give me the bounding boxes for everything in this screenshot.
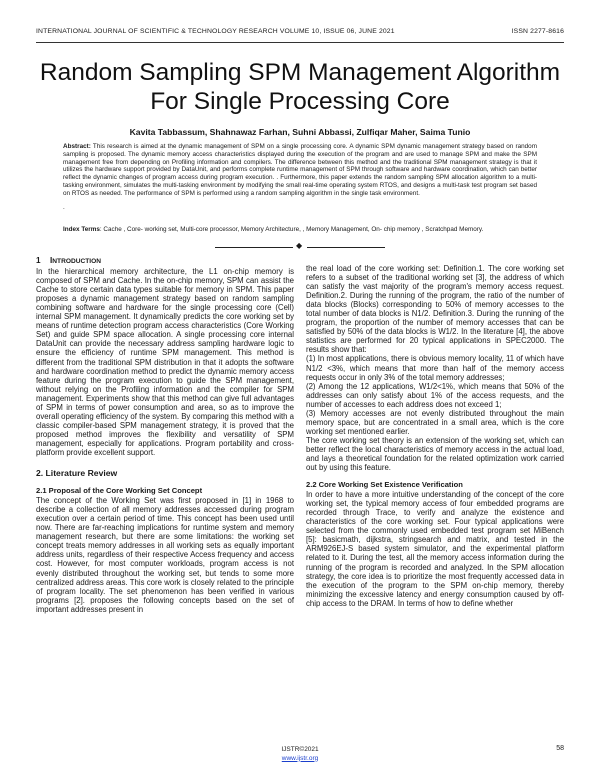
author-list: Kavita Tabbassum, Shahnawaz Farhan, Suhni Abbassi, Zulfiqar Maher, Saima Tunio — [129, 127, 471, 137]
separator-line-left — [215, 247, 293, 248]
heading-2-1: 2.1 Proposal of the Core Working Set Concept — [36, 486, 203, 496]
index-terms — [63, 226, 537, 234]
title-line-1: Random Sampling SPM Management Algorithm — [39, 59, 561, 86]
abstract — [63, 143, 537, 211]
section-heading-rest: NTRODUCTION — [52, 258, 101, 265]
right-paragraph-1: the real load of the core working set: Definition.1. The core working set refers to a subset of the traditional working set [3], the address of which can satisfy the vast majority of the program's memory access request. Definition.2. During the running of the program, the ratio of the number of data blocks (Blocks) corresponding to 50% of memory accesses to the total number of data blocks is N1/2. Definition.3. During the running of the program, the proportion of the number of memory accesses that can be satisfied by 50% of the data blocks is W1/2. In the literature [4], the above statistics are performed for 20 typical applications in SPEC2000. The results show that: — [306, 264, 564, 355]
paper-title — [20, 58, 580, 116]
index-terms-text: : Cache , Core- working set, Multi-core processor, Memory Architecture, , Memory Management, On- chip memory , Scratchpad Memory. — [99, 226, 484, 233]
index-terms-label: Index Terms — [63, 226, 100, 233]
page-footer — [0, 746, 600, 763]
diamond-icon: ◆ — [296, 241, 303, 250]
section-number: 1 — [36, 256, 41, 265]
right-column — [306, 264, 564, 608]
heading-introduction — [36, 256, 294, 266]
footer-code: IJSTR©2021 — [281, 746, 319, 753]
abstract-text: This research is aimed at the dynamic management of SPM on a single processing core. A dynamic SPM dynamic management strategy based on random sampling is proposed. The dynamic memory access characteristics displayed during the execution of the program and are used to manage SPM and make the SPM management free from depending on Profiling information and compilers. The difference between this method and the traditional SPM management strategy is that it utilizes the hardware support provided by DataUnit, and performs complete runtime management of SPM through software and hardware coordination, which can better reflect the dynamic changes of program access during program execution. . Furthermore, this paper extends the random sampling SPM allocation algorithm to a multi-tasking environment, simulates the multi-tasking environment by modifying the small real-time operating system RTOS, and designs a multi-task test program set based on RTOS as needed. The performance of SPM is performed using a random sampling algorithm in the single task environment. — [63, 143, 537, 197]
left-column — [36, 256, 294, 614]
header-rule — [36, 42, 564, 43]
section-initial: I — [50, 256, 53, 265]
heading-literature-review: 2. Literature Review — [36, 468, 118, 479]
separator-line-right — [307, 247, 385, 248]
intro-paragraph: In the hierarchical memory architecture, the L1 on-chip memory is composed of SPM and Cache. In the on-chip memory, SPM can assist the Cache to store certain data types suitable for memory in SPM. This paper proposes a dynamic management strategy based on random sampling combining software and hardware for the single processing core (Cell) internal SPM management. It dynamically predicts the core working set by means of runtime detection program access characteristics (Core Working Set) and guide SPM space allocation. A single processing core internal DataUnit can provide the necessary address sampling hardware logic to ensure the efficiency of runtime SPM management. This method is different from the traditional SPM distribution in that it adopts the software and hardware coordination method to predict the dynamic memory access feature during the program execution to guide the SPM management, without relying on the Profiling information and the compiler for SPM management. Experiments show that this method can give full advantages of SPM in terms of power consumption and area, so as to improve the overall operating efficiency of the system. By comparing this method with a classic compiler-based SPM management strategy, it is proved that the proposed method improves the flexibility and versatility of SPM management, especially for applications. Program portability and cross-platform provide excellent support. — [36, 267, 294, 457]
page-number: 58 — [556, 745, 564, 752]
footer-website-link[interactable]: www.ijstr.org — [281, 754, 319, 762]
issn: ISSN 2277-8616 — [511, 28, 564, 35]
heading-2-2: 2.2 Core Working Set Existence Verification — [306, 480, 463, 490]
section-separator — [215, 243, 385, 251]
running-header — [36, 28, 564, 40]
right-paragraph-3: (2) Among the 12 applications, W1/2<1%, which means that 50% of the addresses can only satisfy about 1% of the access requests, and the number of accesses to each address does not exceed 1; — [306, 381, 564, 409]
right-paragraph-4: (3) Memory accesses are not evenly distributed throughout the main memory space, but are concentrated in a small area, which is the core working set mentioned earlier. — [306, 408, 564, 436]
journal-name: INTERNATIONAL JOURNAL OF SCIENTIFIC & TECHNOLOGY RESEARCH VOLUME 10, ISSUE 06, JUNE 2021 — [36, 28, 395, 35]
abstract-dot: . — [63, 203, 65, 211]
section-2-1-paragraph: The concept of the Working Set was first proposed in [1] in 1968 to describe a collection of all memory addresses accessed during program execution over a certain period of time. This concept has been used until now. There are far-reaching implications for runtime system and memory management research, but there are some limitations: the working set concept treats memory addresses in all working sets as equally important address units, regardless of their respective Access frequency and access cost. However, for most computer workloads, program access is not evenly distributed throughout the working set, but tends to some more centralized address areas. This core work is closely related to the principle of program locality. The set phenomenon has been verified in various programs [2]. proposes the following concepts based on the set of important addresses present in — [36, 496, 294, 614]
spacer — [306, 472, 564, 480]
title-line-2: For Single Processing Core — [150, 88, 450, 115]
abstract-label: Abstract: — [63, 143, 91, 150]
right-paragraph-5: The core working set theory is an extension of the working set, which can better reflect the local characteristics of memory access in the actual load, and lays a theoretical foundation for the related optimization work carried out by using this feature. — [306, 435, 564, 473]
right-paragraph-2: (1) In most applications, there is obvious memory locality, 11 of which have N1/2 <3%, which means that more than half of the memory access requests occur in only 3% of the total memory addresses; — [306, 354, 564, 382]
section-2-2-paragraph: In order to have a more intuitive understanding of the concept of the core working set, the typical memory access of four embedded programs are recorded through Trace, to verify and analyze the existence and characteristics of the core working set. Four typical applications were selected from the commonly used embedded test program set MiBench [5]: basicmath, dijkstra, stringsearch and matrix, and tested in the ARM926EJ-S based system simulator, and the experimental platform related to it. During the test, all the memory access information during the running of the program is recorded and analyzed. In the SPM allocation strategy, the core idea is to prioritize the most frequently accessed data in the execution of the program to the SPM on-chip memory, thereby minimizing the excessive latency and energy consumption caused by off-chip access to the DRAM. In terms of how to define whether — [306, 490, 564, 608]
